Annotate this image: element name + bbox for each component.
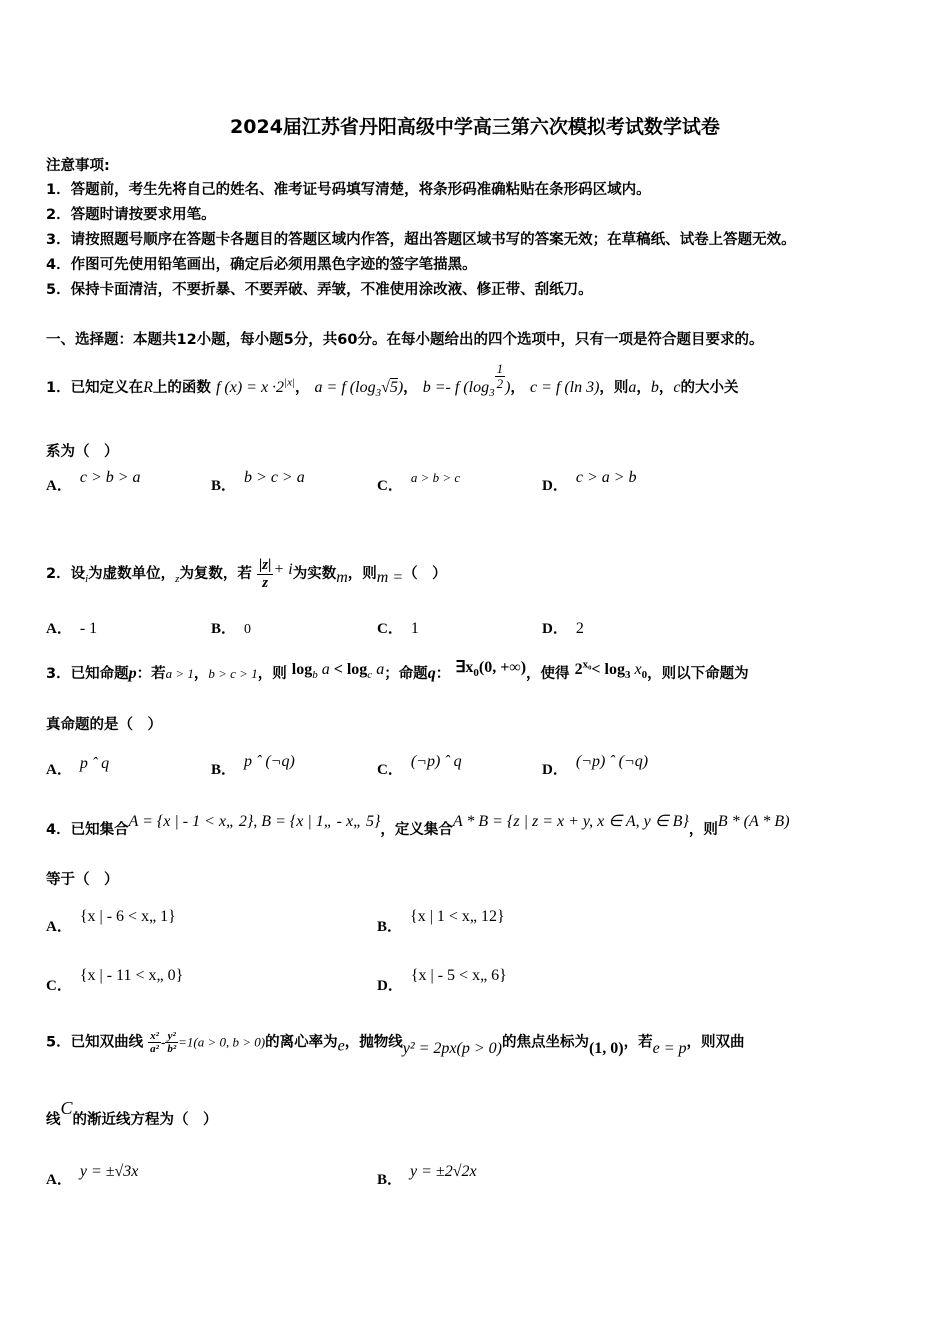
q1-c-def: c = f (ln 3) bbox=[529, 379, 600, 396]
q3-line1: 3．已知命题p：若a > 1，b > c > 1，则 $\log_b a < \log_c a$；命题q： $\exists x_0(0$, +∞)，使得 $2^{x_0}< \log_3 x_0$，则以下命题为 bbox=[46, 658, 749, 682]
q2-line1: 2．设$_i$为虚数单位，$_z$为复数，若 $\frac{|z|}{z}$ + i为实数$_m$，则$_{m =}$（ ） bbox=[46, 557, 447, 591]
q4-sets: A = {x | - 1 < x„ 2}, B = {x | 1„ - x„ 5} bbox=[128, 813, 381, 830]
q3-line2: 真命题的是（ ） bbox=[46, 717, 162, 733]
notice-heading: 注意事项: bbox=[46, 158, 110, 174]
q4-line1: 4．已知集合A = {x | - 1 < x„ 2}, B = {x | 1„ - x„ 5}，定义集合A * B = {z | z = x + y, x ∈ A, y ∈ B}，则B * (A * B) bbox=[46, 813, 790, 838]
q5-option-b[interactable]: B． y = ±2√2x bbox=[377, 1163, 477, 1188]
q2-fraction: $\frac{|z|}{z}$ bbox=[259, 557, 272, 591]
q5-line1: 5．已知双曲线 $\frac{\text{x²}}{\text{a²}}$ - $\frac{\text{y²}}{\text{b²}}$ =1(a > 0, b > 0)的离心率为$_e$，抛物线y² = 2px(p > 0)的焦点坐标为(1, 0)，若e = p，则双曲 bbox=[46, 1030, 745, 1057]
q1-a-def: a = f $(\log_3√5)$ bbox=[314, 379, 404, 400]
q4-number: 4． bbox=[46, 822, 71, 838]
q5-parabola: y² = 2px(p > 0) bbox=[402, 1039, 502, 1057]
q4-option-c[interactable]: C．{x | - 11 < x„ 0} bbox=[46, 967, 184, 994]
q1-option-c[interactable]: C．$^{a > b > c}$ bbox=[377, 470, 461, 494]
q1-option-a[interactable]: A． c > b > a bbox=[46, 469, 141, 494]
q5-line2: 线C的渐近线方程为（ ） bbox=[46, 1098, 218, 1128]
q2-option-d[interactable]: D． 2 bbox=[542, 620, 584, 637]
q2-option-a[interactable]: A． - 1 bbox=[46, 620, 98, 637]
q5-number: 5． bbox=[46, 1034, 71, 1051]
q5-frac-x: $\frac{\text{x²}}{\text{a²}}$ bbox=[150, 1030, 159, 1056]
q4-definition: A * B = {z | z = x + y, x ∈ A, y ∈ B} bbox=[452, 813, 689, 830]
notice-item-3: 3．请按照题号顺序在答题卡各题目的答题区域内作答，超出答题区域书写的答案无效；在草稿纸、试卷上答题无效。 bbox=[46, 232, 796, 248]
q3-exists: $\exists x_0(0$, +∞) bbox=[455, 659, 527, 680]
q4-option-d[interactable]: D．{x | - 5 < x„ 6} bbox=[377, 967, 507, 994]
q3-option-c[interactable]: C． (¬p) ˆ q bbox=[377, 753, 462, 778]
q1-line1: 1．已知定义在R上的函数 f $(x) = x \cdot 2^{|x|}$， a = f $(\log_3√5)$， b =- f ($\log_3$ $\frac{1}{2}$ )， c = f (ln 3)，则a，b，c的大小关 bbox=[46, 360, 739, 400]
q1-b-def: b =- f ($\log_3$ $\frac{1}{2}$ ) bbox=[422, 360, 511, 400]
notice-item-5: 5．保持卡面清洁，不要折暴、不要弄破、弄皱，不准使用涂改液、修正带、刮纸刀。 bbox=[46, 282, 593, 298]
notice-item-4: 4．作图可先使用铅笔画出，确定后必须用黑色字迹的签字笔描黑。 bbox=[46, 257, 477, 273]
section-heading: 一、选择题：本题共12小题，每小题5分，共60分。在每小题给出的四个选项中，只有一项是符合题目要求的。 bbox=[46, 332, 764, 348]
q4-line2: 等于（ ） bbox=[46, 872, 119, 888]
q2-option-c[interactable]: C． 1 bbox=[377, 620, 419, 637]
q4-option-b[interactable]: B．{x | 1 < x„ 12} bbox=[377, 908, 505, 935]
q4-option-a[interactable]: A．{x | - 6 < x„ 1} bbox=[46, 908, 176, 935]
q4-expression: B * (A * B) bbox=[717, 813, 790, 830]
q3-inequality: $2^{x_0}< \log_3 x_0$ bbox=[574, 658, 648, 682]
q5-option-a[interactable]: A． y = ±√3x bbox=[46, 1163, 139, 1188]
q3-number: 3． bbox=[46, 666, 71, 682]
q5-frac-y: $\frac{\text{y²}}{\text{b²}}$ bbox=[167, 1030, 177, 1056]
q2-number: 2． bbox=[46, 566, 71, 582]
page-title: 2024届江苏省丹阳高级中学高三第六次模拟考试数学试卷 bbox=[230, 116, 720, 138]
notice-item-1: 1．答题前，考生先将自己的姓名、准考证号码填写清楚，将条形码准确粘贴在条形码区域内。 bbox=[46, 182, 651, 198]
q1-option-b[interactable]: B． b > c > a bbox=[211, 469, 305, 494]
q3-option-a[interactable]: A． p ˆ q bbox=[46, 755, 110, 778]
q1-option-d[interactable]: D． c > a > b bbox=[542, 469, 637, 494]
q3-log-compare: $\log_b a < \log_c a$ bbox=[291, 661, 385, 682]
q1-function: f $(x) = x \cdot 2^{|x|}$ bbox=[215, 376, 295, 396]
q2-option-b[interactable]: B． 0 bbox=[211, 621, 252, 637]
q1-number: 1． bbox=[46, 380, 71, 396]
q3-option-d[interactable]: D． (¬p) ˆ (¬q) bbox=[542, 753, 649, 778]
q3-option-b[interactable]: B． p ˆ (¬q) bbox=[211, 753, 295, 778]
notice-item-2: 2．答题时请按要求用笔。 bbox=[46, 207, 216, 223]
q1-line2: 系为（ ） bbox=[46, 444, 119, 460]
